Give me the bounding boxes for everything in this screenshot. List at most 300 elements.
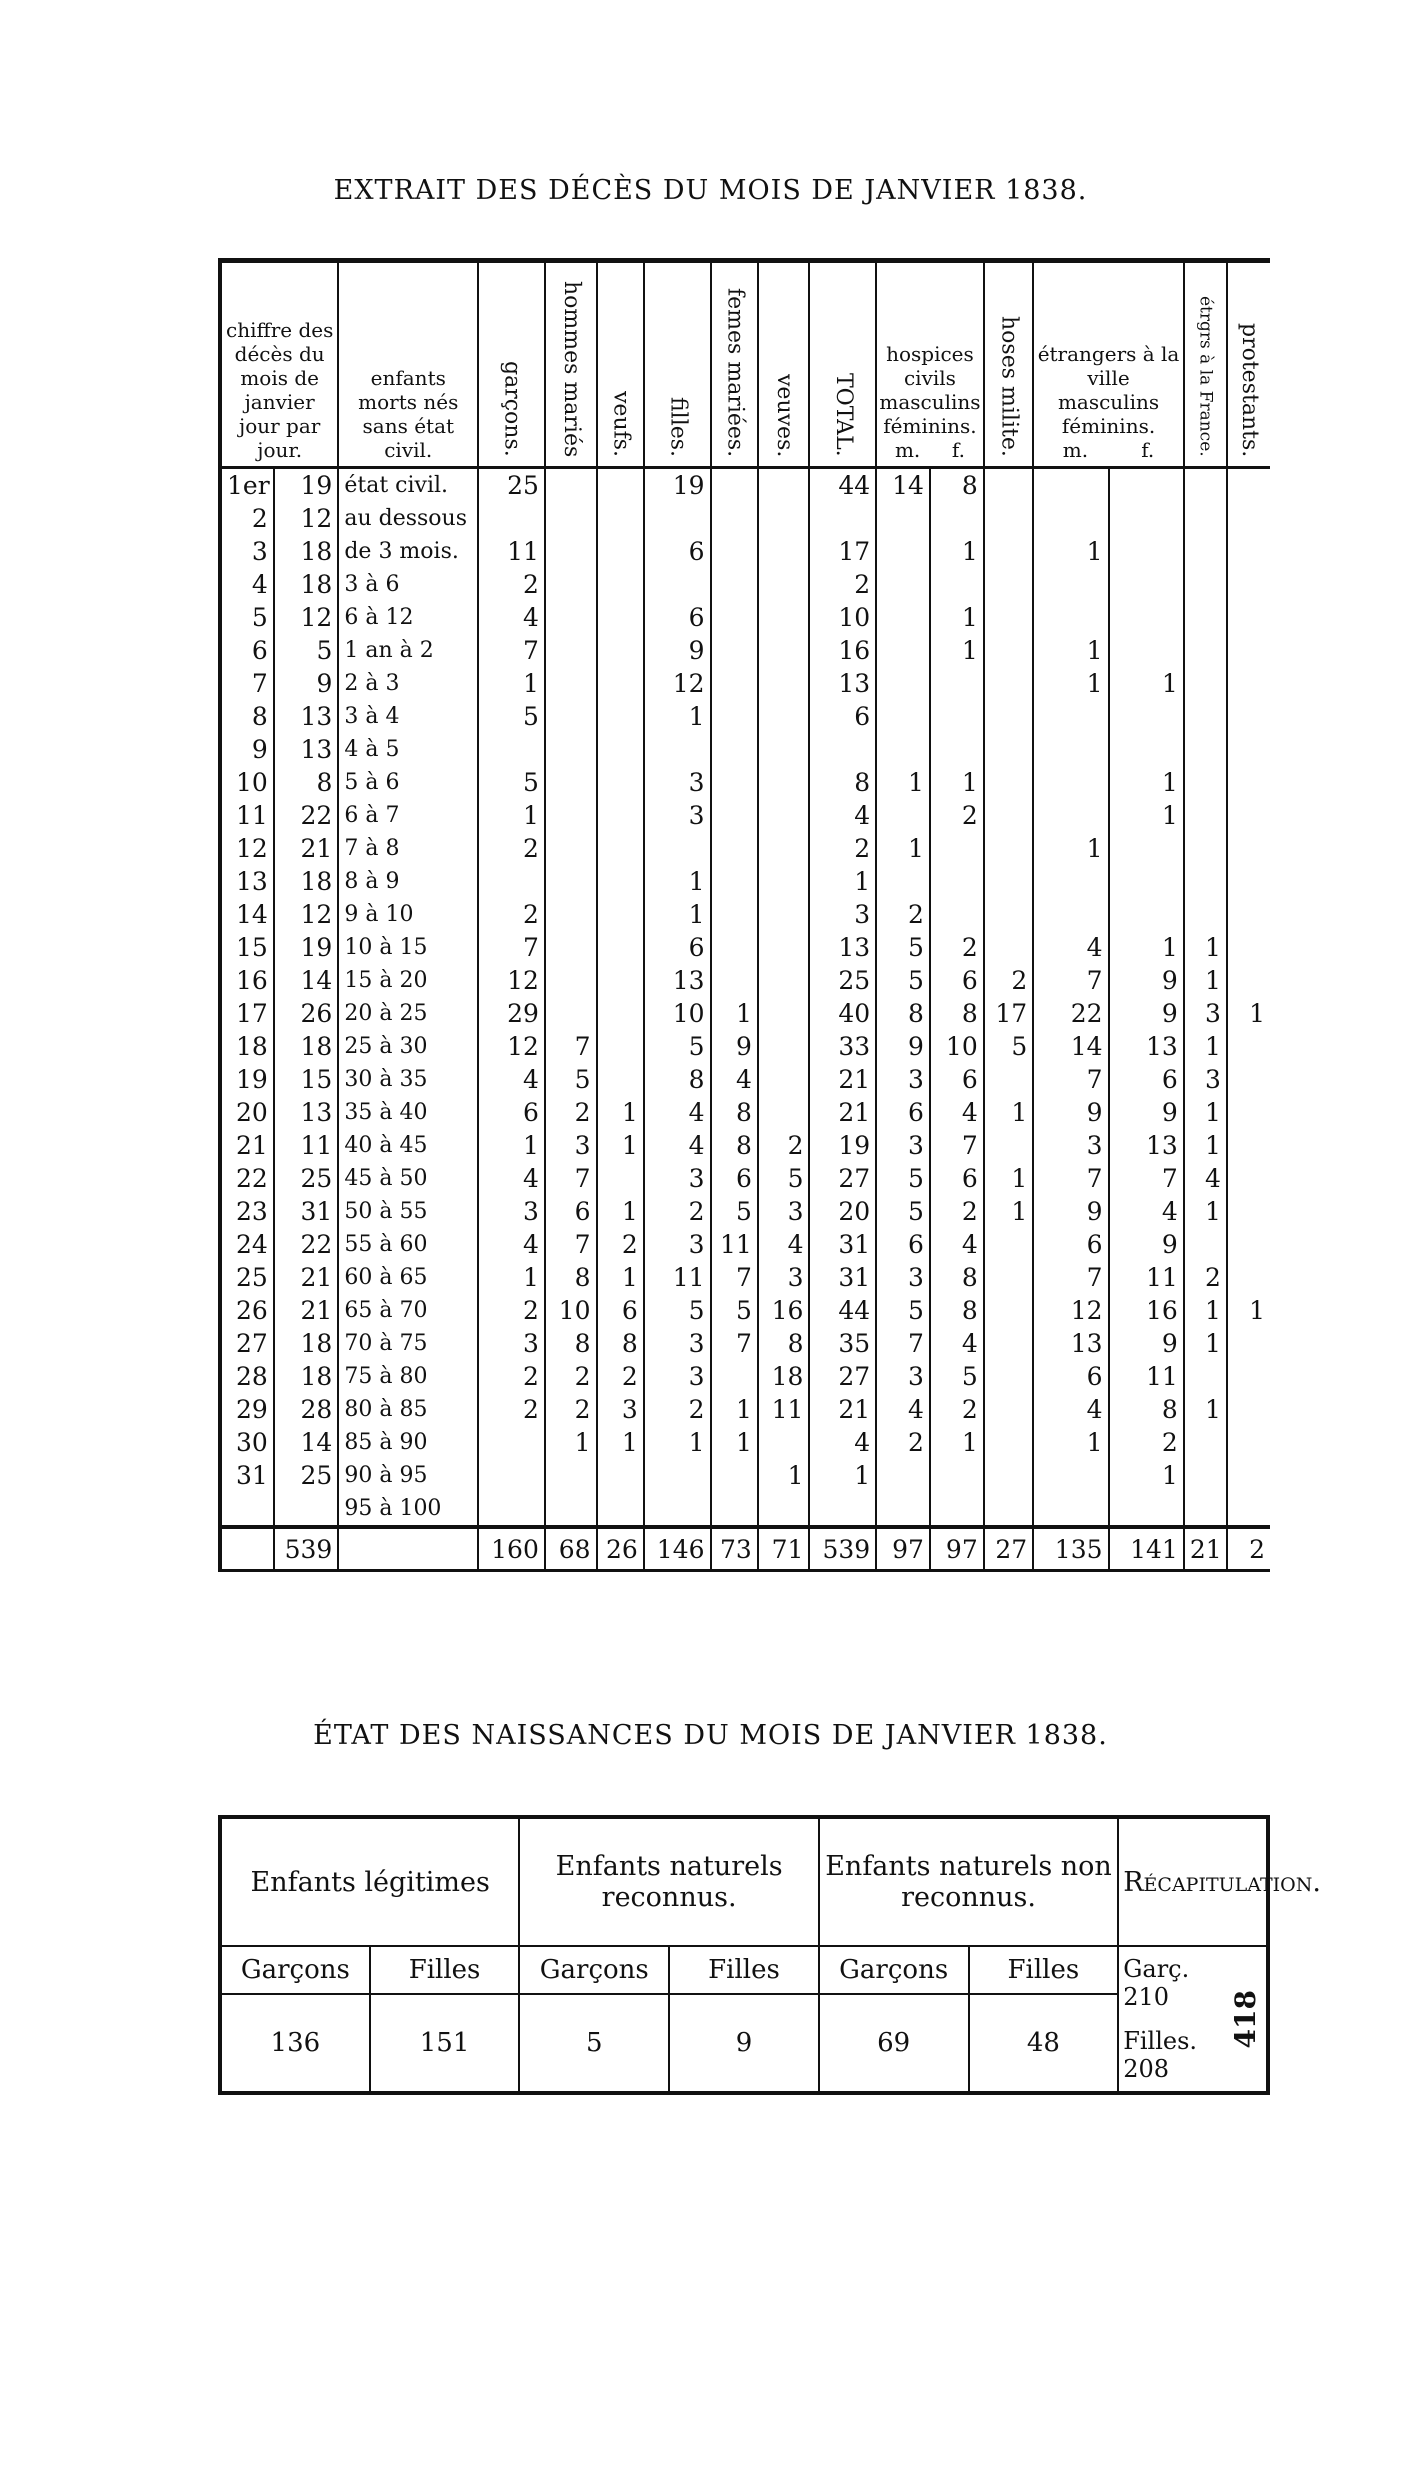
cell (1227, 1492, 1270, 1527)
cell (1227, 601, 1270, 634)
cell: 2 (478, 568, 545, 601)
cell (597, 898, 644, 931)
cell: 15 à 20 (338, 964, 478, 997)
cell: 1 (1184, 1195, 1227, 1228)
cell: 1 (597, 1261, 644, 1294)
table-row (220, 700, 1270, 733)
cell (597, 799, 644, 832)
cell: 4 (220, 568, 274, 601)
cell (597, 502, 644, 535)
table-row (220, 1459, 1270, 1492)
cell: 8 (220, 700, 274, 733)
cell (478, 1492, 545, 1527)
cell (984, 1459, 1033, 1492)
cell (711, 964, 758, 997)
cell: 3 à 6 (338, 568, 478, 601)
cell (711, 865, 758, 898)
cell: 7 (1033, 1063, 1108, 1096)
cell: 9 à 10 (338, 898, 478, 931)
cell (545, 634, 597, 667)
cell: 12 (274, 502, 339, 535)
cell: 1 (478, 1261, 545, 1294)
recap-cell (1118, 1946, 1268, 2093)
header-protestants: protestants. (1227, 261, 1270, 468)
cell (1227, 799, 1270, 832)
cell: 1 (1184, 1327, 1227, 1360)
cell (984, 1228, 1033, 1261)
cell: 1 (1033, 832, 1108, 865)
cell (1184, 1492, 1227, 1527)
cell: 10 (809, 601, 876, 634)
cell (711, 898, 758, 931)
cell (1033, 733, 1108, 766)
cell (478, 1459, 545, 1492)
cell: 44 (809, 1294, 876, 1327)
table-row (220, 1261, 1270, 1294)
cell (1033, 468, 1108, 503)
cell: 12 (220, 832, 274, 865)
cell (545, 733, 597, 766)
cell: 17 (220, 997, 274, 1030)
cell: 3 (1033, 1129, 1108, 1162)
cell: 9 (1033, 1195, 1108, 1228)
cell (1227, 1459, 1270, 1492)
cell: 30 (220, 1426, 274, 1459)
cell (1227, 667, 1270, 700)
cell: 6 (930, 964, 984, 997)
cell: 1 (984, 1096, 1033, 1129)
cell (338, 1527, 478, 1571)
cell: 1 (644, 898, 711, 931)
cell: 18 (274, 1030, 339, 1063)
cell: 21 (220, 1129, 274, 1162)
cell (711, 766, 758, 799)
cell: 2 (758, 1129, 810, 1162)
table-row (220, 1030, 1270, 1063)
cell (274, 1492, 339, 1527)
cell: 1 (478, 667, 545, 700)
cell: 3 (758, 1261, 810, 1294)
header-jour: chiffre des décès du mois de janvier jour par jour. (220, 261, 338, 468)
cell: 6 (597, 1294, 644, 1327)
cell (597, 535, 644, 568)
cell: 5 (711, 1294, 758, 1327)
cell: 1er (220, 468, 274, 503)
cell (984, 601, 1033, 634)
cell (597, 1492, 644, 1527)
cell: 1 (1109, 1459, 1184, 1492)
cell: 13 (1109, 1129, 1184, 1162)
cell: 2 (876, 1426, 930, 1459)
cell: 8 (711, 1096, 758, 1129)
cell: 3 (220, 535, 274, 568)
cell: 27 (984, 1527, 1033, 1571)
cell: 15 (220, 931, 274, 964)
cell: 10 (930, 1030, 984, 1063)
cell (1033, 766, 1108, 799)
cell: 20 (809, 1195, 876, 1228)
cell (1109, 865, 1184, 898)
cell: 60 à 65 (338, 1261, 478, 1294)
cell: 6 (809, 700, 876, 733)
cell (984, 766, 1033, 799)
cell (758, 568, 810, 601)
cell: 12 (274, 601, 339, 634)
cell: 31 (809, 1228, 876, 1261)
cell: 135 (1033, 1527, 1108, 1571)
cell (711, 667, 758, 700)
cell: 2 (876, 898, 930, 931)
cell (597, 997, 644, 1030)
cell: 18 (274, 568, 339, 601)
cell: 6 (644, 601, 711, 634)
cell: 71 (758, 1527, 810, 1571)
cell: 13 (274, 733, 339, 766)
cell: 95 à 100 (338, 1492, 478, 1527)
cell: 1 (711, 1393, 758, 1426)
cell (1109, 535, 1184, 568)
cell: 65 à 70 (338, 1294, 478, 1327)
table-row (220, 601, 1270, 634)
header-etr-france: étrgrs à la France. (1184, 261, 1227, 468)
cell: 4 (478, 1228, 545, 1261)
cell (1227, 766, 1270, 799)
cell: 16 (809, 634, 876, 667)
cell: 6 à 7 (338, 799, 478, 832)
cell (809, 1492, 876, 1527)
cell (876, 667, 930, 700)
cell: 141 (1109, 1527, 1184, 1571)
cell (1033, 898, 1108, 931)
cell: 12 (1033, 1294, 1108, 1327)
cell: 1 (1184, 931, 1227, 964)
cell: 7 (876, 1327, 930, 1360)
cell: 5 (984, 1030, 1033, 1063)
cell (711, 1360, 758, 1393)
cell (984, 1129, 1033, 1162)
table-row (220, 898, 1270, 931)
cell: 4 (809, 1426, 876, 1459)
cell: 4 (1109, 1195, 1184, 1228)
cell (1184, 865, 1227, 898)
cell: 35 (809, 1327, 876, 1360)
cell (876, 865, 930, 898)
cell: 5 (876, 931, 930, 964)
filles-label: Filles (669, 1946, 819, 1994)
cell: 1 (1033, 667, 1108, 700)
cell (984, 832, 1033, 865)
cell (597, 865, 644, 898)
cell: 25 (220, 1261, 274, 1294)
cell: 55 à 60 (338, 1228, 478, 1261)
cell: 6 (644, 931, 711, 964)
cell: 160 (478, 1527, 545, 1571)
cell: 18 (220, 1030, 274, 1063)
cell (597, 1162, 644, 1195)
cell (1227, 931, 1270, 964)
header-veufs: veufs. (597, 261, 644, 468)
cell (545, 964, 597, 997)
cell: 1 (984, 1162, 1033, 1195)
table-row (220, 865, 1270, 898)
cell (758, 964, 810, 997)
cell: 8 (274, 766, 339, 799)
cell (758, 832, 810, 865)
cell (1227, 865, 1270, 898)
cell: 16 (220, 964, 274, 997)
cell (876, 733, 930, 766)
cell: 9 (876, 1030, 930, 1063)
cell: 7 à 8 (338, 832, 478, 865)
cell: 5 (711, 1195, 758, 1228)
cell: 90 à 95 (338, 1459, 478, 1492)
cell (1227, 1327, 1270, 1360)
cell: 2 (545, 1096, 597, 1129)
cell: 40 à 45 (338, 1129, 478, 1162)
cell: 1 (1227, 997, 1270, 1030)
cell: 3 (644, 799, 711, 832)
cell: 97 (930, 1527, 984, 1571)
cell (1184, 601, 1227, 634)
cell (984, 468, 1033, 503)
cell: 3 à 4 (338, 700, 478, 733)
cell: 24 (220, 1228, 274, 1261)
cell (1227, 502, 1270, 535)
table-row (220, 1327, 1270, 1360)
cell: 1 (1184, 1030, 1227, 1063)
cell: 8 à 9 (338, 865, 478, 898)
cell: 1 (597, 1096, 644, 1129)
births-header-row (220, 1817, 1268, 1946)
cell: 9 (1109, 964, 1184, 997)
cell: état civil. (338, 468, 478, 503)
cell: 1 (1033, 634, 1108, 667)
cell (876, 700, 930, 733)
cell: 8 (711, 1129, 758, 1162)
deaths-header-row (220, 261, 1270, 468)
cell (711, 468, 758, 503)
header-hospices: hospices civils masculins féminins. m. f. (876, 261, 984, 468)
cell (597, 468, 644, 503)
cell (545, 601, 597, 634)
cell: 3 (545, 1129, 597, 1162)
cell: 5 (220, 601, 274, 634)
cell (930, 667, 984, 700)
cell (597, 964, 644, 997)
cell: 14 (220, 898, 274, 931)
cell: 4 (478, 1063, 545, 1096)
cell: 4 (930, 1228, 984, 1261)
cell: 4 (758, 1228, 810, 1261)
cell: 1 (1033, 1426, 1108, 1459)
cell (1184, 832, 1227, 865)
garcons-label: Garçons (220, 1946, 370, 1994)
cell: 7 (545, 1030, 597, 1063)
cell: 1 (876, 832, 930, 865)
cell (478, 733, 545, 766)
cell (1184, 898, 1227, 931)
cell (1227, 832, 1270, 865)
cell: 1 (1033, 535, 1108, 568)
cell (1033, 865, 1108, 898)
cell: 2 (478, 1360, 545, 1393)
cell (1227, 1063, 1270, 1096)
table-row (220, 667, 1270, 700)
cell: 6 à 12 (338, 601, 478, 634)
cell (1033, 502, 1108, 535)
header-enfants: enfants morts nés sans état civil. (338, 261, 478, 468)
cell: 25 (478, 468, 545, 503)
cell: 7 (545, 1162, 597, 1195)
cell (758, 898, 810, 931)
cell (1109, 601, 1184, 634)
cell (711, 502, 758, 535)
cell: 10 (644, 997, 711, 1030)
cell (876, 799, 930, 832)
cell: 4 (644, 1096, 711, 1129)
cell (644, 1492, 711, 1527)
table-row (220, 1129, 1270, 1162)
cell (597, 667, 644, 700)
cell (930, 568, 984, 601)
cell: 7 (711, 1261, 758, 1294)
cell: 1 (984, 1195, 1033, 1228)
cell (758, 634, 810, 667)
cell: 20 à 25 (338, 997, 478, 1030)
cell (1227, 535, 1270, 568)
cell (220, 1527, 274, 1571)
header-total: TOTAL. (809, 261, 876, 468)
cell (711, 1459, 758, 1492)
cell: 3 (597, 1393, 644, 1426)
cell (984, 931, 1033, 964)
cell: 13 (1109, 1030, 1184, 1063)
cell: 8 (876, 997, 930, 1030)
cell: 1 (597, 1195, 644, 1228)
cell: 8 (597, 1327, 644, 1360)
cell (1184, 535, 1227, 568)
cell: 9 (644, 634, 711, 667)
cell: 1 (545, 1426, 597, 1459)
cell (1109, 502, 1184, 535)
cell: 5 (930, 1360, 984, 1393)
cell (1109, 898, 1184, 931)
cell: 6 (876, 1228, 930, 1261)
group-naturels-reconnus: Enfants naturels reconnus. (519, 1817, 818, 1946)
cell (984, 667, 1033, 700)
cell: 1 (1109, 766, 1184, 799)
cell: 13 (220, 865, 274, 898)
cell (876, 568, 930, 601)
cell: 7 (1033, 1261, 1108, 1294)
cell: 3 (876, 1129, 930, 1162)
cell (220, 1492, 274, 1527)
header-veuves: veuves. (758, 261, 810, 468)
cell: 17 (809, 535, 876, 568)
cell (1184, 1360, 1227, 1393)
cell: 27 (809, 1360, 876, 1393)
cell: 13 (1033, 1327, 1108, 1360)
cell: 20 (220, 1096, 274, 1129)
table-row (220, 1360, 1270, 1393)
cell: 14 (274, 1426, 339, 1459)
cell: 3 (644, 766, 711, 799)
cell: 1 (1184, 964, 1227, 997)
cell (984, 1360, 1033, 1393)
cell: 3 (876, 1063, 930, 1096)
cell: 18 (274, 1327, 339, 1360)
cell: 1 (478, 799, 545, 832)
cell: 3 (876, 1261, 930, 1294)
cell: 3 (1184, 997, 1227, 1030)
cell (597, 733, 644, 766)
cell: 8 (930, 1261, 984, 1294)
cell (1227, 1360, 1270, 1393)
cell (545, 1492, 597, 1527)
cell: 15 (274, 1063, 339, 1096)
cell (597, 1063, 644, 1096)
cell: 1 (597, 1129, 644, 1162)
cell: 21 (1184, 1527, 1227, 1571)
cell: 2 (644, 1195, 711, 1228)
cell: 6 (1033, 1228, 1108, 1261)
cell (984, 1294, 1033, 1327)
cell: 1 (758, 1459, 810, 1492)
cell: 1 (876, 766, 930, 799)
cell: 9 (1109, 1096, 1184, 1129)
header-femmes: femes mariées. (711, 261, 758, 468)
cell: 4 (478, 1162, 545, 1195)
cell: 4 (1033, 931, 1108, 964)
cell (984, 568, 1033, 601)
cell: 4 (809, 799, 876, 832)
cell: 19 (809, 1129, 876, 1162)
header-etrangers: étrangers à la ville masculins féminins. m. f. (1033, 261, 1184, 468)
cell (1227, 1426, 1270, 1459)
table-row (220, 964, 1270, 997)
cell: 4 (711, 1063, 758, 1096)
table-row (220, 733, 1270, 766)
cell: 1 (597, 1426, 644, 1459)
cell (597, 700, 644, 733)
cell: 31 (220, 1459, 274, 1492)
table-row (220, 1294, 1270, 1327)
cell (1184, 1426, 1227, 1459)
cell: 5 (644, 1294, 711, 1327)
cell: 28 (220, 1360, 274, 1393)
cell (984, 1063, 1033, 1096)
cell: 19 (220, 1063, 274, 1096)
cell (1033, 1459, 1108, 1492)
cell (1184, 766, 1227, 799)
cell: 5 (876, 964, 930, 997)
cell: 9 (1109, 1327, 1184, 1360)
cell: 2 (478, 1294, 545, 1327)
cell: 2 (930, 1393, 984, 1426)
cell (545, 568, 597, 601)
cell: 5 (478, 700, 545, 733)
cell: 2 (930, 799, 984, 832)
non-reconnus-filles: 48 (969, 1994, 1119, 2093)
cell: 8 (644, 1063, 711, 1096)
cell: 31 (274, 1195, 339, 1228)
cell: 3 (478, 1195, 545, 1228)
cell: 10 (545, 1294, 597, 1327)
cell: 13 (809, 931, 876, 964)
cell: 8 (809, 766, 876, 799)
cell: 12 (274, 898, 339, 931)
cell (1033, 568, 1108, 601)
